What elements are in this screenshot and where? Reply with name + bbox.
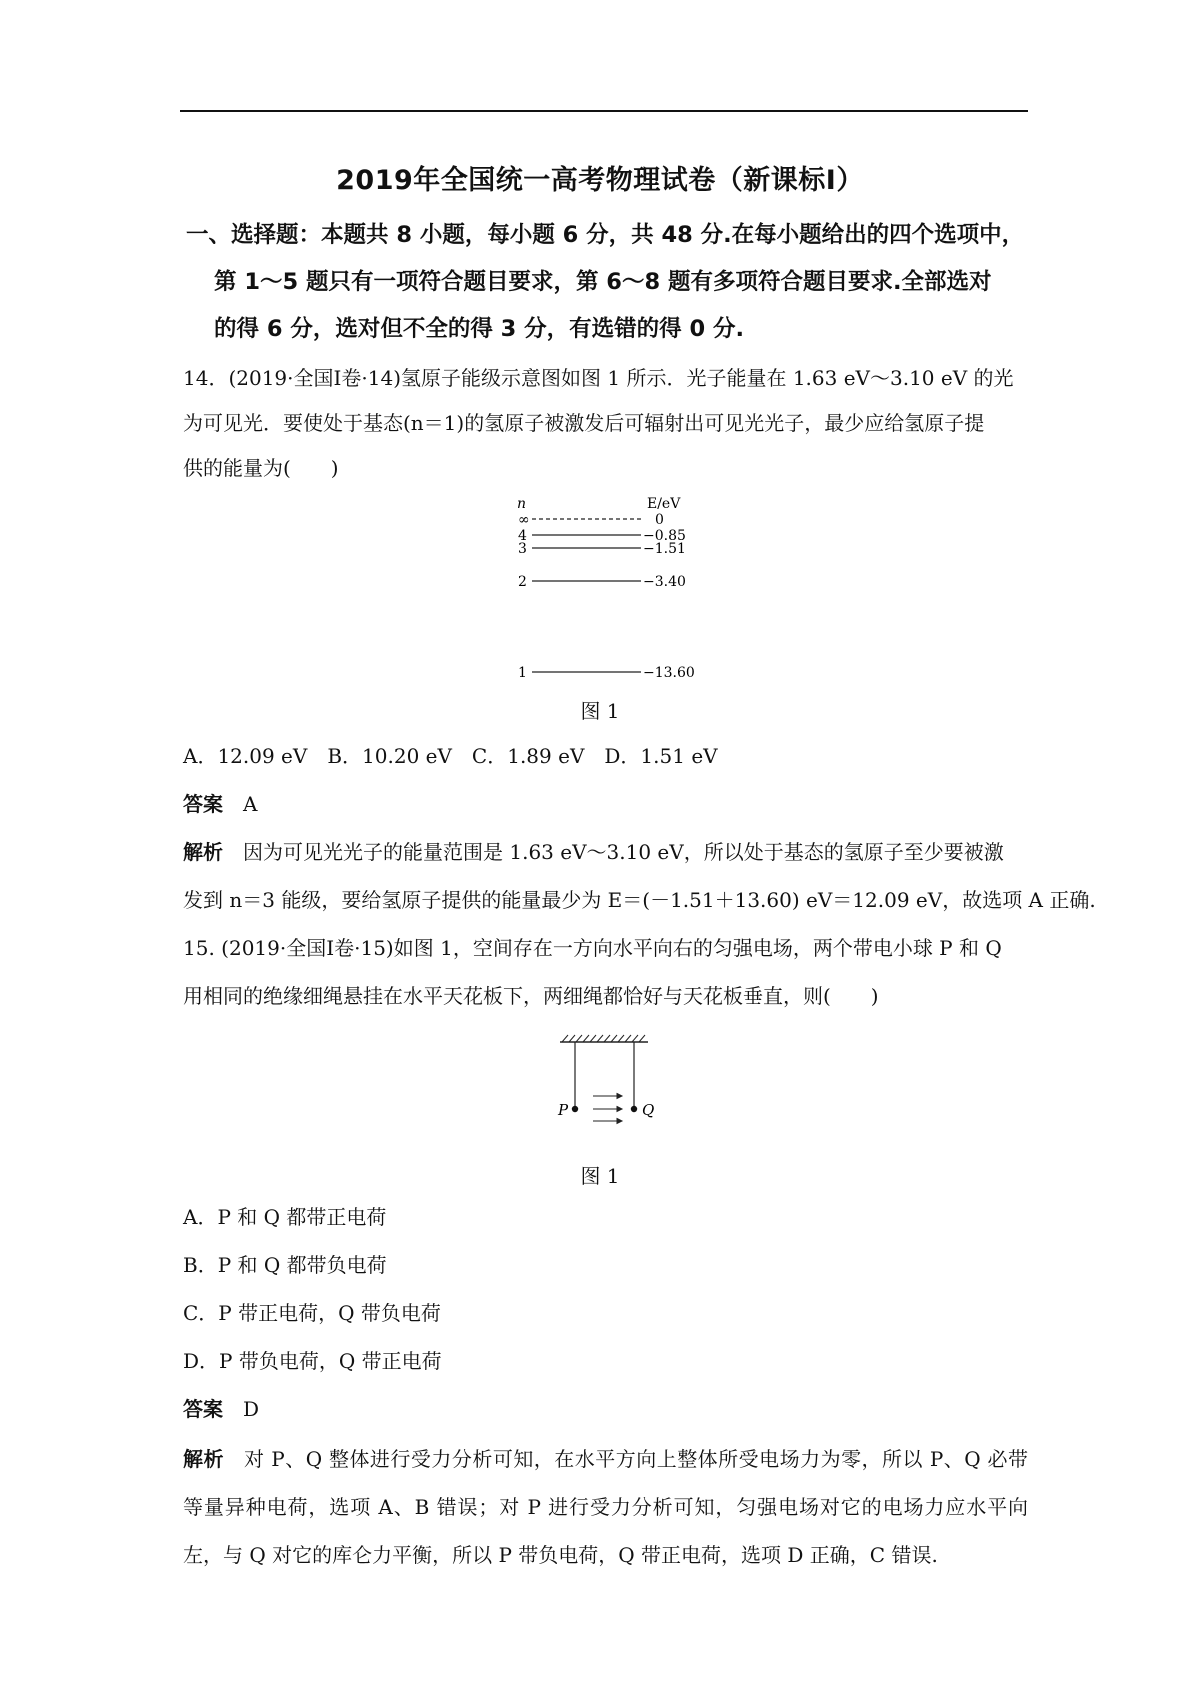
ball-p [572,1106,578,1112]
q14-options: A．12.09 eV B．10.20 eV C．1.89 eV D．1.51 eV [183,744,718,768]
section-line-2: 第 1～5 题只有一项符合题目要求，第 6～8 题有多项符合题目要求.全部选对 [214,269,992,295]
q14-answer [183,782,1028,827]
level-1-e: −13.60 [643,665,695,681]
q15-analysis-text: 对 P、Q 整体进行受力分析可知，在水平方向上整体所受电场力为零，所以 P、Q 必带等量异种电荷，选项 A、B 错误；对 P 进行受力分析可知，匀强电场对它的电场力应水平向左，与 Q 对它的库仑力平衡，所以 P 带负电荷，Q 带正电荷，选项 D 正确，C 错误. [183,1447,1028,1567]
q15-option-c: C．P 带正电荷，Q 带负电荷 [183,1301,441,1325]
q14-analysis-text-1: 因为可见光光子的能量范围是 1.63 eV～3.10 eV，所以处于基态的氢原子至少要被激 [243,840,1004,864]
q15-analysis [183,1435,1028,1579]
page-title: 2019年全国统一高考物理试卷（新课标Ⅰ） [336,165,864,196]
level-inf-e: 0 [655,512,664,528]
level-inf-n: ∞ [518,512,530,528]
q14-analysis-label: 解析 [183,840,223,864]
label-q: Q [642,1101,655,1119]
section-instructions [186,212,1036,353]
ceiling-hatch [562,1035,645,1042]
q15-answer [183,1387,1028,1432]
q15-answer-label: 答案 [183,1397,223,1421]
n-axis-label: n [517,496,527,512]
hanging-charges-diagram [550,1030,670,1125]
q15-stem-line-1: 15. (2019·全国Ⅰ卷·15)如图 1，空间存在一方向水平向右的匀强电场，两个带电小球 P 和 Q [183,936,1002,960]
q15-option-b: B．P 和 Q 都带负电荷 [183,1253,387,1277]
level-4-n: 4 [518,528,527,544]
level-2-e: −3.40 [643,574,686,590]
q14-analysis-line-2: 发到 n＝3 能级，要给氢原子提供的能量最少为 E＝(－1.51＋13.60) eV＝12.09 eV，故选项 A 正确. [183,888,1096,912]
e-axis-label: E/eV [647,496,681,512]
q14-answer-value: A [243,792,258,816]
q15-answer-value: D [243,1397,260,1421]
q15-analysis-label: 解析 [183,1447,224,1471]
section-line-3: 的得 6 分，选对但不全的得 3 分，有选错的得 0 分. [214,316,745,342]
level-1-n: 1 [518,665,527,681]
q14-stem-line-2: 为可见光．要使处于基态(n＝1)的氢原子被激发后可辐射出可见光光子，最少应给氢原子提 [183,411,985,435]
level-2-n: 2 [518,574,527,590]
level-3-n: 3 [518,541,527,557]
q14-analysis-line-1 [183,830,1028,875]
q15-figure-caption: 图 1 [580,1164,620,1188]
q14-answer-label: 答案 [183,792,223,816]
energy-level-diagram [505,492,715,682]
q15-stem-line-2: 用相同的绝缘细绳悬挂在水平天花板下，两细绳都恰好与天花板垂直，则( ) [183,984,879,1008]
section-line-1: 一、选择题：本题共 8 小题，每小题 6 分，共 48 分.在每小题给出的四个选项中， [186,222,1025,248]
q14-figure-caption: 图 1 [580,699,620,723]
level-4-e: −0.85 [643,528,686,544]
q15-option-a: A．P 和 Q 都带正电荷 [183,1205,387,1229]
label-p: P [558,1101,569,1119]
q14-stem-line-1: 14．(2019·全国Ⅰ卷·14)氢原子能级示意图如图 1 所示．光子能量在 1.63 eV～3.10 eV 的光 [183,366,1014,390]
level-3-e: −1.51 [643,541,686,557]
q14-stem-line-3: 供的能量为( ) [183,456,339,480]
field-arrows [593,1094,622,1124]
header-rule [180,110,1028,112]
ball-q [631,1106,637,1112]
q15-option-d: D．P 带负电荷，Q 带正电荷 [183,1349,442,1373]
